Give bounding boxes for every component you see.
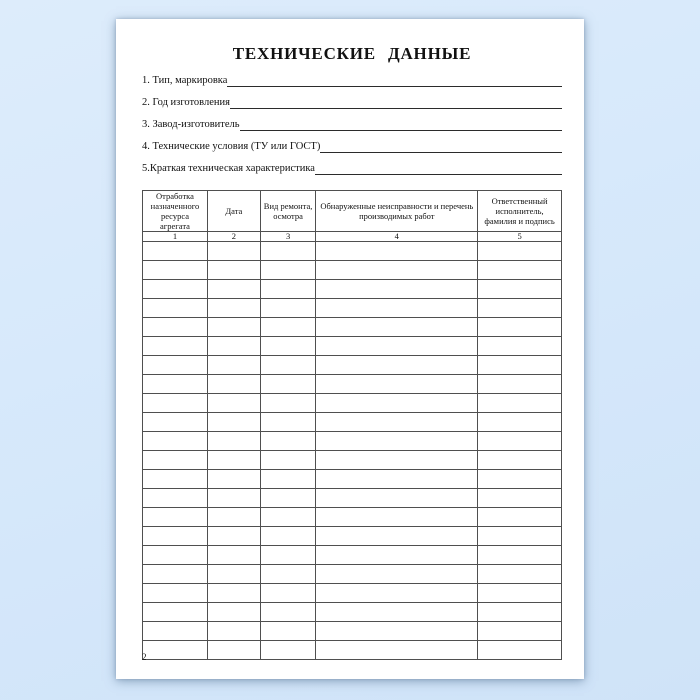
table-cell [260, 489, 316, 508]
table-cell [207, 489, 260, 508]
table-row [143, 394, 562, 413]
table-row [143, 584, 562, 603]
table-cell [260, 451, 316, 470]
table-cell [207, 299, 260, 318]
table-cell [478, 527, 562, 546]
table-row [143, 318, 562, 337]
table-cell [478, 432, 562, 451]
table-cell [143, 413, 208, 432]
table-cell [316, 261, 478, 280]
table-cell [478, 584, 562, 603]
field-blank-line [240, 118, 562, 131]
header-date: Дата [207, 191, 260, 232]
table-cell [207, 546, 260, 565]
table-cell [143, 375, 208, 394]
table-cell [478, 413, 562, 432]
table-cell [143, 470, 208, 489]
table-cell [260, 508, 316, 527]
table-cell [260, 413, 316, 432]
table-row [143, 242, 562, 261]
header-resource-usage: Отработка назначенного ресурса агрегата [143, 191, 208, 232]
table-cell [478, 565, 562, 584]
table-cell [316, 394, 478, 413]
field-label: 3. Завод-изготовитель [142, 119, 240, 130]
table-cell [260, 242, 316, 261]
table-cell [260, 318, 316, 337]
fields-section [142, 65, 562, 175]
empty-rows [143, 242, 562, 660]
table-row [143, 337, 562, 356]
table-cell [478, 470, 562, 489]
table-cell [207, 242, 260, 261]
table-cell [207, 565, 260, 584]
table-cell [143, 299, 208, 318]
table-row [143, 603, 562, 622]
field-label: 2. Год изготовления [142, 97, 230, 108]
header-faults-and-works: Обнаруженные неисправности и перечень производимых работ [316, 191, 478, 232]
table-cell [478, 508, 562, 527]
table-cell [316, 356, 478, 375]
table-cell [260, 565, 316, 584]
table-cell [143, 280, 208, 299]
field-type-marking [142, 65, 562, 87]
table-cell [316, 242, 478, 261]
table-cell [478, 622, 562, 641]
table-row [143, 451, 562, 470]
table-cell [207, 527, 260, 546]
table-row [143, 280, 562, 299]
field-label: 4. Технические условия (ТУ или ГОСТ) [142, 141, 321, 152]
page-number: 2 [142, 652, 147, 662]
table-cell [207, 394, 260, 413]
table-row [143, 641, 562, 660]
column-number: 2 [207, 232, 260, 242]
table-cell [478, 337, 562, 356]
table-row [143, 565, 562, 584]
table-cell [478, 356, 562, 375]
table-cell [207, 356, 260, 375]
table-cell [260, 546, 316, 565]
table-row [143, 432, 562, 451]
column-number: 1 [143, 232, 208, 242]
field-technical-conditions [142, 131, 562, 153]
table-cell [260, 375, 316, 394]
table-cell [478, 489, 562, 508]
table-row [143, 413, 562, 432]
field-blank-line [227, 74, 562, 87]
maintenance-log-table [142, 190, 562, 660]
table-cell [207, 280, 260, 299]
table-row [143, 527, 562, 546]
table-cell [316, 641, 478, 660]
table-cell [143, 565, 208, 584]
table-cell [207, 375, 260, 394]
table-row [143, 261, 562, 280]
table-cell [143, 641, 208, 660]
table-cell [260, 622, 316, 641]
table-cell [143, 337, 208, 356]
table-cell [260, 337, 316, 356]
table-cell [260, 527, 316, 546]
table-cell [207, 641, 260, 660]
field-manufacturer [142, 109, 562, 131]
table-cell [478, 451, 562, 470]
table-cell [143, 432, 208, 451]
table-cell [316, 299, 478, 318]
table-cell [478, 641, 562, 660]
table-cell [143, 242, 208, 261]
column-number-row [143, 232, 562, 242]
table-cell [478, 318, 562, 337]
table-cell [316, 508, 478, 527]
table-cell [316, 280, 478, 299]
field-blank-line [230, 96, 562, 109]
table-cell [478, 375, 562, 394]
table-cell [260, 470, 316, 489]
column-number: 5 [478, 232, 562, 242]
field-label: 1. Тип, маркировка [142, 75, 228, 86]
table-cell [260, 584, 316, 603]
table-cell [316, 546, 478, 565]
field-label: 5.Краткая техническая характеристика [142, 163, 315, 174]
table-cell [316, 451, 478, 470]
table-row [143, 622, 562, 641]
table-cell [316, 413, 478, 432]
column-number: 3 [260, 232, 316, 242]
table-cell [478, 603, 562, 622]
table-cell [478, 280, 562, 299]
table-cell [316, 603, 478, 622]
table-cell [260, 432, 316, 451]
table-cell [207, 337, 260, 356]
field-year-of-manufacture [142, 87, 562, 109]
table-row [143, 546, 562, 565]
table-cell [207, 603, 260, 622]
table-cell [143, 603, 208, 622]
table-cell [478, 299, 562, 318]
table-cell [207, 318, 260, 337]
table-cell [478, 261, 562, 280]
table-cell [143, 527, 208, 546]
table-cell [143, 584, 208, 603]
table-cell [316, 470, 478, 489]
table-cell [143, 394, 208, 413]
table-cell [207, 451, 260, 470]
table-cell [316, 565, 478, 584]
table-cell [260, 641, 316, 660]
table-cell [478, 546, 562, 565]
field-blank-line [320, 140, 562, 153]
header-responsible-person: Ответственный исполнитель, фамилия и подпись [478, 191, 562, 232]
table-cell [207, 508, 260, 527]
table-cell [260, 394, 316, 413]
table-cell [260, 261, 316, 280]
table-header-row [143, 191, 562, 232]
table-cell [143, 318, 208, 337]
table-cell [143, 451, 208, 470]
table-cell [316, 584, 478, 603]
table-cell [260, 280, 316, 299]
table-row [143, 489, 562, 508]
table-cell [260, 603, 316, 622]
table-cell [478, 242, 562, 261]
table-row [143, 356, 562, 375]
header-repair-type: Вид ремонта, осмотра [260, 191, 316, 232]
column-number: 4 [316, 232, 478, 242]
table-cell [260, 299, 316, 318]
table-cell [207, 584, 260, 603]
table-cell [316, 622, 478, 641]
table-cell [143, 622, 208, 641]
table-cell [207, 413, 260, 432]
table-cell [316, 527, 478, 546]
table-cell [207, 470, 260, 489]
table-cell [207, 261, 260, 280]
field-blank-line [315, 162, 562, 175]
table-cell [316, 375, 478, 394]
table-cell [207, 622, 260, 641]
page-title: ТЕХНИЧЕСКИЕ ДАННЫЕ [232, 44, 472, 63]
table-cell [316, 432, 478, 451]
table-row [143, 375, 562, 394]
document-page [116, 19, 584, 679]
table-cell [143, 489, 208, 508]
table-cell [316, 489, 478, 508]
field-brief-characteristics [142, 153, 562, 175]
table-cell [207, 432, 260, 451]
table-cell [260, 356, 316, 375]
table-row [143, 299, 562, 318]
table-cell [316, 318, 478, 337]
table-row [143, 508, 562, 527]
table-cell [143, 546, 208, 565]
table-cell [478, 394, 562, 413]
table-cell [143, 508, 208, 527]
table-cell [143, 261, 208, 280]
table-cell [316, 337, 478, 356]
table-row [143, 470, 562, 489]
table-cell [143, 356, 208, 375]
